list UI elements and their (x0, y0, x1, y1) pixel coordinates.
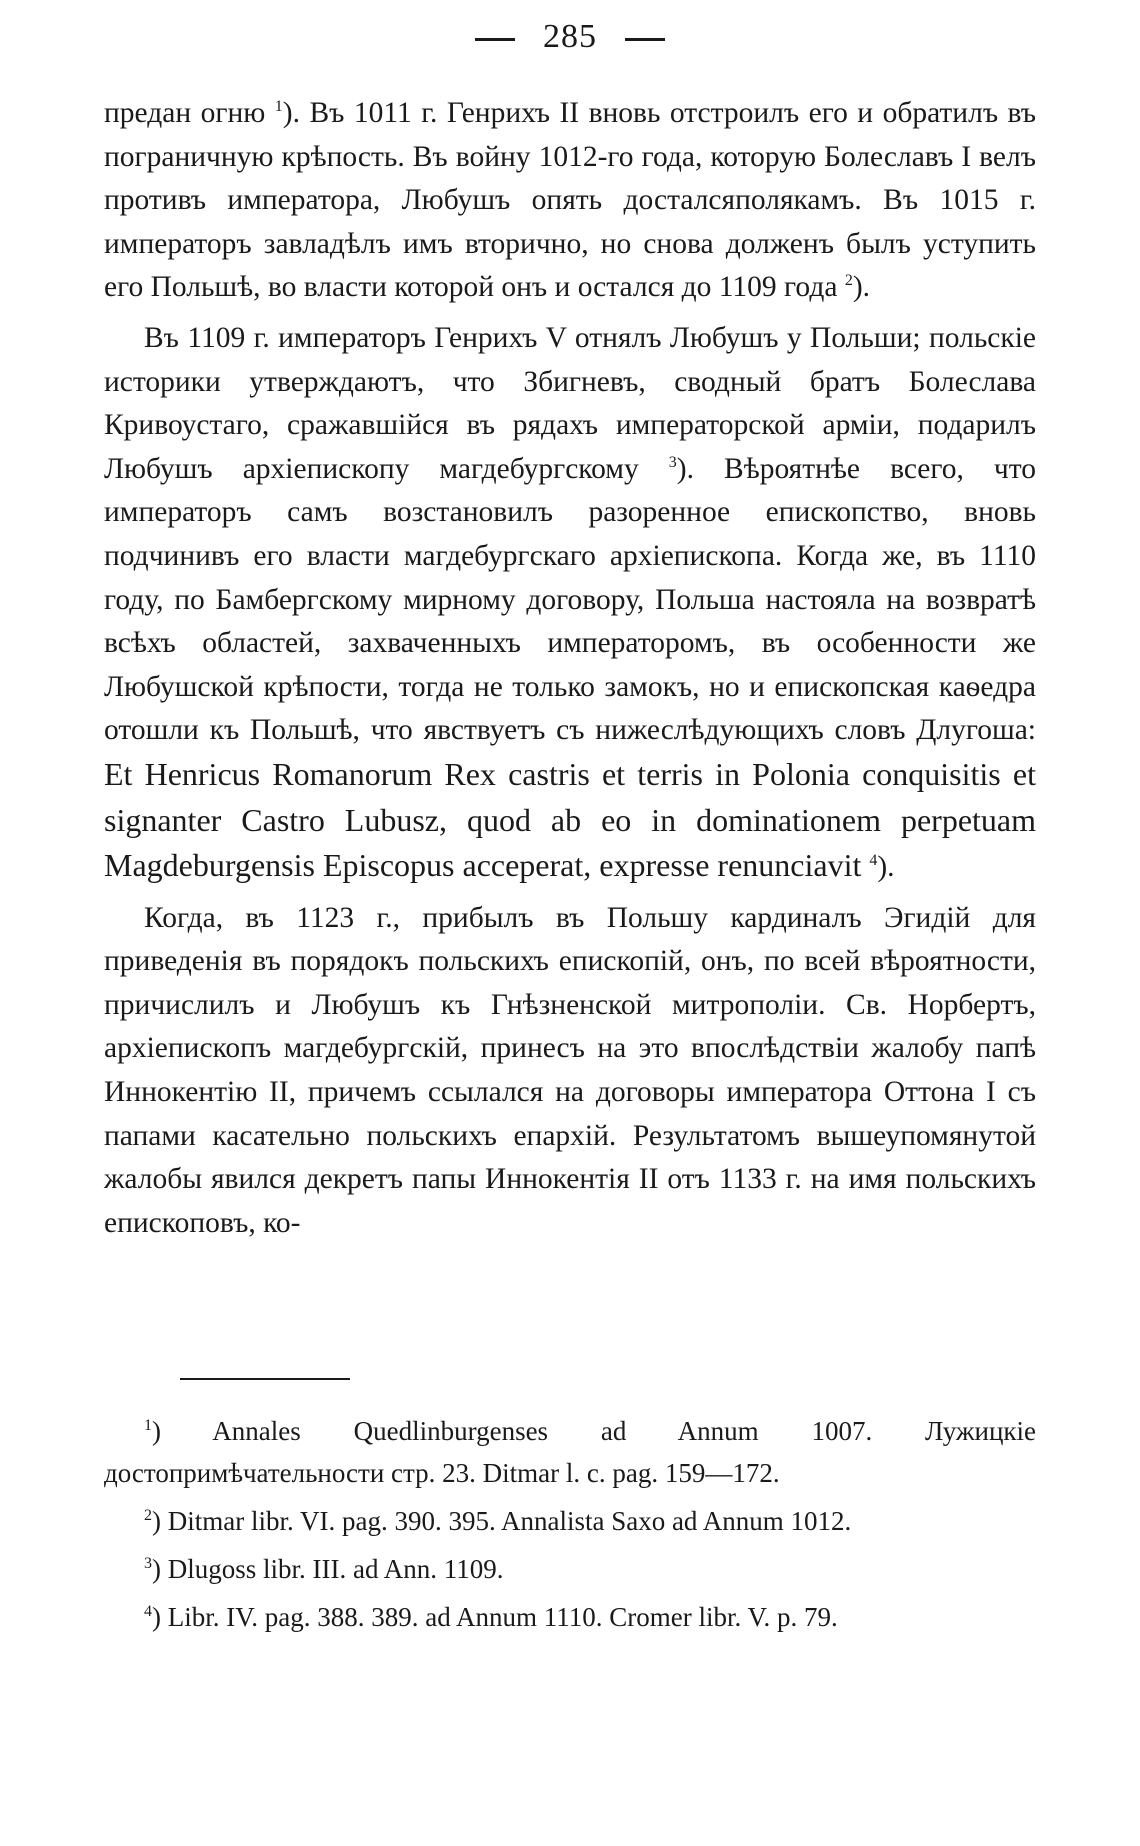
footnote (104, 1500, 1036, 1542)
footnotes (104, 1410, 1036, 1644)
text-run: ). Вѣроятнѣе всего, что императоръ самъ возстановилъ разоренное епископство, вновь подчинивъ его власти магдебургскаго архіепископа. Когда же, въ 1110 году, по Бамбергскому мирному договору, Польша настояла на возвратѣ всѣхъ областей, захваченныхъ императоромъ, въ особенности же Любушской крѣпости, тогда не только замокъ, но и епископская каѳедра отошли къ Польшѣ, что явствуетъ съ нижеслѣдующихъ словъ Длугоша: (104, 452, 1036, 747)
text-run: Когда, въ 1123 г., прибылъ въ Польшу кардиналъ Эгидій для приведенія въ порядокъ польскихъ епископій, онъ, по всей вѣроятности, причислилъ и Любушъ къ Гнѣзненской митрополіи. Св. Норбертъ, архіепископъ магдебургскій, принесъ на это впослѣдствіи жалобу папѣ Иннокентію II, причемъ ссылался на договоры императора Оттона I съ папами касательно польскихъ епархій. Результатомъ вышеупомянутой жалобы явился декретъ папы Иннокентія II отъ 1133 г. на имя польскихъ епископовъ, ко- (104, 901, 1036, 1239)
paragraph (104, 92, 1036, 310)
footnote-text: ) Dlugoss libr. III. ad Ann. 1109. (152, 1554, 504, 1584)
footnote-ref: 3 (668, 453, 677, 471)
footnote (104, 1596, 1036, 1638)
footnote-mark: 2 (144, 1507, 152, 1524)
footnote-mark: 1 (144, 1417, 152, 1434)
latin-quote: Et Henricus Romanorum Rex castris et terris in Polonia conquisitis et signanter Castro Lubusz, quod ab eo in dominationem perpetuam Magdeburgensis Episcopus acceperat, expresse renunciavit (104, 755, 1036, 884)
footnote-text: ) Ditmar libr. VI. pag. 390. 395. Annalista Saxo ad Annum 1012. (152, 1506, 852, 1536)
text-run: предан огню (104, 97, 275, 129)
main-text (104, 92, 1036, 1245)
footnote-ref: 1 (274, 98, 283, 116)
text-run: ). (877, 851, 895, 884)
footnote-ref: 4 (869, 852, 878, 870)
page-number: 285 (543, 18, 597, 55)
footnote-mark: 4 (144, 1603, 152, 1620)
page-header (0, 18, 1140, 56)
footnote (104, 1548, 1036, 1590)
footnote-ref: 2 (844, 272, 853, 290)
text-run: ). (852, 271, 871, 304)
footnote-separator (180, 1378, 350, 1380)
paragraph (104, 317, 1036, 890)
text-run: Въ 1109 г. императоръ Генрихъ V отнялъ Любушъ у Польши; польскіе историки утверждаютъ, что Збигневъ, сводный братъ Болеслава Кривоустаго, сражавшійся въ рядахъ императорской арміи, подарилъ Любушъ архіепископу магдебургскому (104, 321, 1036, 485)
footnote-mark: 3 (144, 1555, 152, 1572)
header-dash-right (625, 38, 665, 41)
header-dash-left (475, 38, 515, 41)
footnote-text: ) Annales Quedlinburgenses ad Annum 1007. Лужицкіе достопримѣчательности стр. 23. Ditmar l. c. pag. 159—172. (104, 1416, 1036, 1488)
text-run: ). Въ 1011 г. Генрихъ II вновь отстроилъ его и обратилъ въ пограничную крѣпость. Въ войну 1012-го года, которую Болеславъ I велъ противъ императора, Любушъ опять досталсяполякамъ. Въ 1015 г. императоръ завладѣлъ имъ вторично, но снова долженъ былъ уступить его Польшѣ, во власти которой онъ и остался до 1109 года (104, 97, 1036, 304)
footnote (104, 1410, 1036, 1494)
footnote-text: ) Libr. IV. pag. 388. 389. ad Annum 1110. Cromer libr. V. p. 79. (152, 1602, 838, 1632)
paragraph (104, 897, 1036, 1246)
